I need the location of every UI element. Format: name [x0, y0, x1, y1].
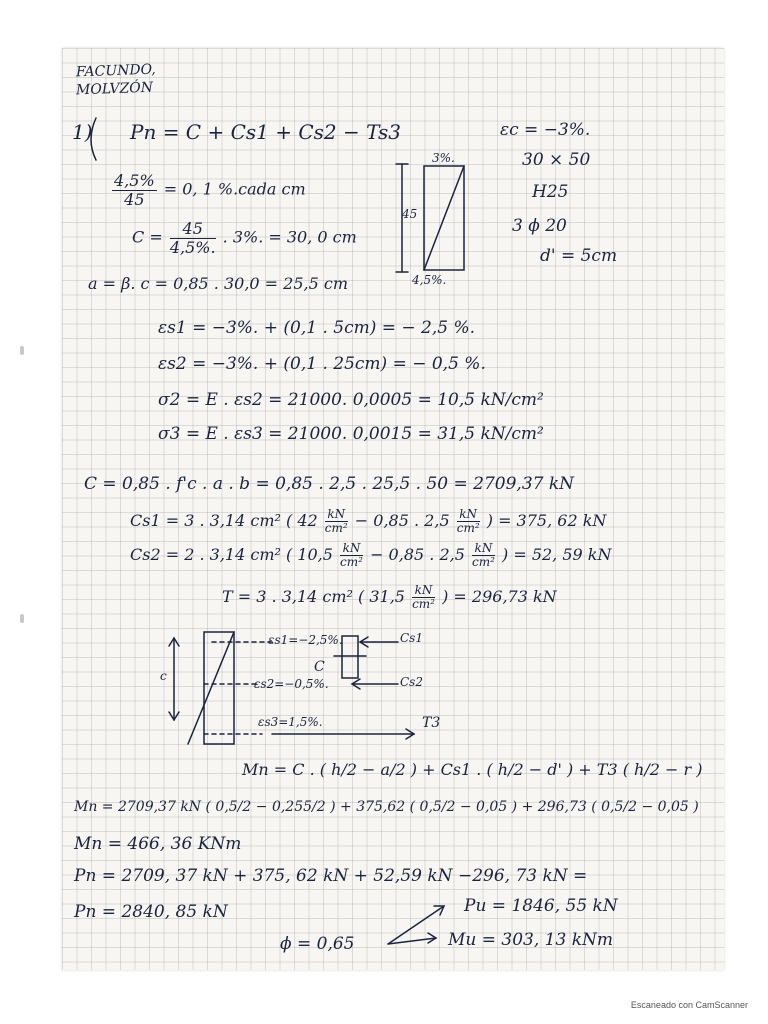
force-diag-es3: εs3=1,5%.	[258, 715, 323, 729]
stress-s3: σ3 = E . εs3 = 21000. 0,0015 = 31,5 kN/cm²	[158, 424, 544, 444]
design-axial: Pu = 1846, 55 kN	[464, 896, 618, 916]
rebar-spec: 3 ϕ 20	[512, 216, 567, 236]
stress-block-depth: a = β. c = 0,85 . 30,0 = 25,5 cm	[88, 274, 349, 293]
steel-compression-1: Cs1 = 3 . 3,14 cm² ( 42 $\frac{kN}{\text{cm²}}$ − 0,85 . 2,5 $\frac{kN}{\text{cm²}}$ ) = 375, 62 kN	[130, 507, 607, 536]
section-dimensions: 30 × 50	[522, 150, 591, 170]
graph-paper-sheet	[62, 48, 724, 970]
force-diag-t3: T3	[422, 715, 441, 731]
stress-block	[342, 636, 358, 678]
binder-hole-bottom	[20, 614, 24, 623]
binder-hole-top	[20, 346, 24, 355]
force-diag-depth: c	[160, 669, 167, 683]
steel-tension: T = 3 . 3,14 cm² ( 31,5 $\frac{kN}{\text{cm²}}$ ) = 296,73 kN	[222, 583, 557, 612]
axial-sum: Pn = 2709, 37 kN + 375, 62 kN + 52,59 kN −296, 73 kN =	[74, 866, 588, 886]
steel-compression-2: Cs2 = 2 . 3,14 cm² ( 10,5 $\frac{kN}{\text{cm²}}$ − 0,85 . 2,5 $\frac{kN}{\text{cm²}}$ ) = 52, 59 kN	[130, 541, 612, 570]
moment-formula: Mn = C . ( h/2 − a/2 ) + Cs1 . ( h/2 − d' ) + T3 ( h/2 − r )	[242, 760, 703, 779]
strain-s2: εs2 = −3%. + (0,1 . 25cm) = − 0,5 %.	[158, 354, 486, 374]
force-diagram-strain	[188, 632, 234, 744]
nominal-axial-result: Pn = 2840, 85 kN	[74, 902, 228, 922]
nominal-axial-equation: Pn = C + Cs1 + Cs2 − Ts3	[130, 120, 401, 144]
strain-diagram-diagonal	[424, 166, 464, 270]
strain-s1: εs1 = −3%. + (0,1 . 5cm) = − 2,5 %.	[158, 318, 476, 338]
diagram-depth-label: 45	[402, 207, 418, 221]
concrete-compression: C = 0,85 . f'c . a . b = 0,85 . 2,5 . 25,5 . 50 = 2709,37 kN	[84, 474, 575, 494]
problem-number: 1)	[72, 120, 93, 144]
moment-substitution: Mn = 2709,37 kN ( 0,5/2 − 0,255/2 ) + 375,62 ( 0,5/2 − 0,05 ) + 296,73 ( 0,5/2 − 0,05 )	[74, 799, 699, 815]
force-diag-es1: εs1=−2,5%.	[268, 633, 343, 647]
problem-bracket	[91, 118, 96, 160]
reduction-factor: ϕ = 0,65	[280, 934, 355, 954]
stress-s2: σ2 = E . εs2 = 21000. 0,0005 = 10,5 kN/cm²	[158, 390, 544, 410]
nominal-moment: Mn = 466, 36 KNm	[74, 834, 242, 854]
diagram-bottom-strain: 4,5%.	[412, 273, 447, 287]
concrete-grade: H25	[532, 182, 569, 202]
neutral-axis-depth: C = $\frac{45}{4,5\%.}$ . 3%. = 30, 0 cm	[132, 219, 357, 257]
force-diag-c: C	[314, 659, 325, 675]
strain-per-cm: $\frac{4,5\%}{45}$ = 0, 1 %.cada cm	[114, 171, 306, 209]
force-diagram-section	[204, 632, 234, 744]
force-diag-cs1: Cs1	[400, 631, 423, 645]
force-diag-es2: εs2=−0,5%.	[254, 677, 329, 691]
handwritten-strokes	[62, 48, 724, 970]
student-name-line2: MOLVZÓN	[75, 79, 154, 99]
design-moment: Mu = 303, 13 kNm	[448, 930, 613, 950]
diagram-top-strain: 3%.	[432, 151, 455, 165]
scanner-watermark: Escaneado con CamScanner	[630, 1000, 748, 1010]
concrete-strain: εc = −3%.	[500, 120, 591, 140]
student-name-line1: FACUNDO,	[75, 61, 156, 81]
force-diag-cs2: Cs2	[400, 675, 423, 689]
cover-distance: d' = 5cm	[540, 246, 618, 266]
